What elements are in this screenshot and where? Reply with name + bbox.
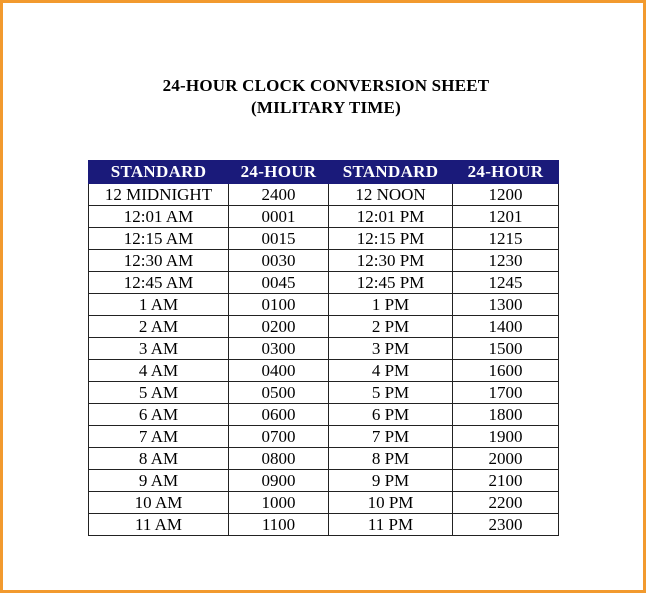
cell-standard-pm: 9 PM	[329, 470, 453, 492]
cell-24hour-am: 1000	[229, 492, 329, 514]
table-row	[89, 448, 559, 470]
cell-24hour-pm: 2200	[453, 492, 559, 514]
cell-standard-am: 8 AM	[89, 448, 229, 470]
table-row	[89, 294, 559, 316]
table-row	[89, 382, 559, 404]
table-row	[89, 404, 559, 426]
cell-standard-pm: 11 PM	[329, 514, 453, 536]
cell-standard-am: 11 AM	[89, 514, 229, 536]
cell-24hour-pm: 1201	[453, 206, 559, 228]
cell-24hour-pm: 1300	[453, 294, 559, 316]
cell-standard-pm: 1 PM	[329, 294, 453, 316]
cell-standard-pm: 7 PM	[329, 426, 453, 448]
table-row	[89, 316, 559, 338]
cell-24hour-am: 0500	[229, 382, 329, 404]
table-body	[89, 184, 559, 536]
table-header-row	[89, 161, 559, 184]
header-standard-am: STANDARD	[89, 161, 229, 184]
cell-standard-am: 12:01 AM	[89, 206, 229, 228]
cell-24hour-pm: 2000	[453, 448, 559, 470]
cell-standard-am: 12 MIDNIGHT	[89, 184, 229, 206]
cell-standard-am: 3 AM	[89, 338, 229, 360]
cell-24hour-pm: 1600	[453, 360, 559, 382]
cell-24hour-pm: 1230	[453, 250, 559, 272]
cell-standard-am: 4 AM	[89, 360, 229, 382]
cell-standard-pm: 12:45 PM	[329, 272, 453, 294]
table-row	[89, 206, 559, 228]
cell-standard-am: 12:15 AM	[89, 228, 229, 250]
table-row	[89, 338, 559, 360]
cell-standard-pm: 6 PM	[329, 404, 453, 426]
cell-standard-pm: 8 PM	[329, 448, 453, 470]
table-row	[89, 184, 559, 206]
cell-24hour-am: 0800	[229, 448, 329, 470]
cell-standard-pm: 2 PM	[329, 316, 453, 338]
cell-standard-am: 12:30 AM	[89, 250, 229, 272]
cell-standard-pm: 12:30 PM	[329, 250, 453, 272]
cell-standard-pm: 12:15 PM	[329, 228, 453, 250]
cell-standard-am: 10 AM	[89, 492, 229, 514]
cell-standard-pm: 5 PM	[329, 382, 453, 404]
cell-24hour-am: 0400	[229, 360, 329, 382]
cell-standard-am: 12:45 AM	[89, 272, 229, 294]
cell-standard-am: 1 AM	[89, 294, 229, 316]
cell-24hour-pm: 1200	[453, 184, 559, 206]
cell-24hour-am: 1100	[229, 514, 329, 536]
cell-24hour-am: 0900	[229, 470, 329, 492]
cell-24hour-am: 0200	[229, 316, 329, 338]
header-standard-pm: STANDARD	[329, 161, 453, 184]
cell-24hour-pm: 2100	[453, 470, 559, 492]
cell-standard-am: 6 AM	[89, 404, 229, 426]
document-title: 24-HOUR CLOCK CONVERSION SHEET	[162, 76, 490, 95]
table-row	[89, 470, 559, 492]
cell-24hour-pm: 1800	[453, 404, 559, 426]
cell-24hour-am: 0700	[229, 426, 329, 448]
cell-standard-am: 5 AM	[89, 382, 229, 404]
header-24hour-am: 24-HOUR	[229, 161, 329, 184]
cell-24hour-am: 0001	[229, 206, 329, 228]
table-row	[89, 360, 559, 382]
cell-standard-pm: 12:01 PM	[329, 206, 453, 228]
table-row	[89, 250, 559, 272]
cell-standard-pm: 10 PM	[329, 492, 453, 514]
cell-24hour-am: 0045	[229, 272, 329, 294]
cell-standard-am: 9 AM	[89, 470, 229, 492]
cell-24hour-pm: 1215	[453, 228, 559, 250]
cell-24hour-am: 2400	[229, 184, 329, 206]
cell-24hour-am: 0015	[229, 228, 329, 250]
cell-standard-pm: 3 PM	[329, 338, 453, 360]
cell-standard-pm: 4 PM	[329, 360, 453, 382]
cell-24hour-am: 0100	[229, 294, 329, 316]
cell-standard-am: 2 AM	[89, 316, 229, 338]
document-page	[6, 6, 646, 593]
table-row	[89, 272, 559, 294]
cell-24hour-pm: 1500	[453, 338, 559, 360]
cell-24hour-pm: 1400	[453, 316, 559, 338]
cell-24hour-am: 0600	[229, 404, 329, 426]
table-row	[89, 426, 559, 448]
cell-24hour-pm: 1700	[453, 382, 559, 404]
cell-24hour-am: 0300	[229, 338, 329, 360]
cell-24hour-pm: 1245	[453, 272, 559, 294]
cell-24hour-am: 0030	[229, 250, 329, 272]
cell-standard-pm: 12 NOON	[329, 184, 453, 206]
document-subtitle: (MILITARY TIME)	[251, 98, 401, 117]
cell-standard-am: 7 AM	[89, 426, 229, 448]
table-row	[89, 228, 559, 250]
conversion-table	[88, 160, 559, 536]
cell-24hour-pm: 1900	[453, 426, 559, 448]
header-24hour-pm: 24-HOUR	[453, 161, 559, 184]
table-row	[89, 514, 559, 536]
table-row	[89, 492, 559, 514]
cell-24hour-pm: 2300	[453, 514, 559, 536]
